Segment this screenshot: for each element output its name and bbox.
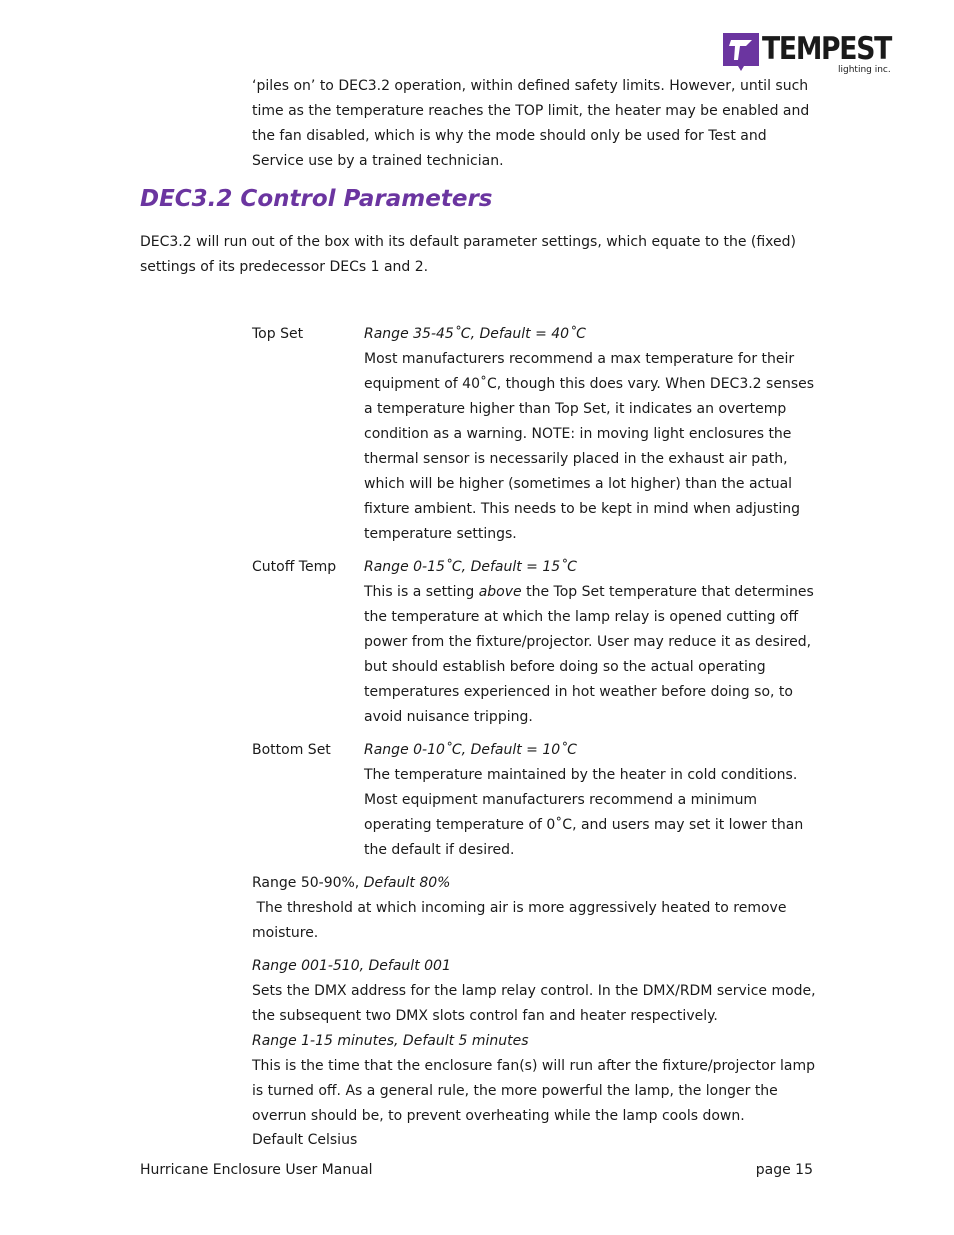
param-description: Most manufacturers recommend a max temperature for their equipment of 40˚C, though this does vary. When DEC3.2 senses a temperature higher than Top Set, it indicates an overtemp condition as a warning. NOTE: in moving light enclosures the thermal sensor is necessarily placed in the exhaust air path, which will be higher (sometimes a lot higher) than the actual fixture ambient. This needs to be kept in mind when adjusting temperature settings. <box>364 351 815 542</box>
param-range: Range 35-45˚C, Default = 40˚C <box>364 326 586 342</box>
param-label: Cutoff Temp <box>252 559 337 575</box>
param-description: Default Celsius <box>252 1132 358 1148</box>
param-range <box>252 871 820 896</box>
param-body <box>364 555 816 730</box>
tempest-logo <box>720 30 895 76</box>
param-body <box>364 738 816 863</box>
param-body <box>364 322 816 547</box>
param-dmx-address <box>252 954 820 1029</box>
intro-paragraph: ‘piles on’ to DEC3.2 operation, within defined safety limits. However, until such time as the temperature reaches the TOP limit, the heater may be enabled and the fan disabled, which is why the mode should only be used for Test and Service use by a trained technician. <box>252 78 810 169</box>
param-description: The threshold at which incoming air is more aggressively heated to remove moisture. <box>252 900 791 941</box>
section-heading: DEC3.2 Control Parameters <box>140 186 493 212</box>
logo-wordmark: TEMPEST <box>762 31 892 67</box>
desc-text: This is a setting <box>364 584 479 600</box>
param-range: Range 1-15 minutes, Default 5 minutes <box>252 1033 529 1049</box>
range-default: Default 80% <box>363 875 451 891</box>
param-range: Range 001-510, Default 001 <box>252 958 451 974</box>
param-label: Top Set <box>252 326 304 342</box>
tempest-logo-mark-icon <box>720 30 762 72</box>
param-humidity <box>252 871 820 946</box>
section-lead-paragraph: DEC3.2 will run out of the box with its default parameter settings, which equate to the (fixed) settings of its predecessor DECs 1 and 2. <box>140 234 796 275</box>
param-label: Bottom Set <box>252 742 331 758</box>
footer-title: Hurricane Enclosure User Manual <box>140 1162 373 1178</box>
param-range: Range 0-15˚C, Default = 15˚C <box>364 559 577 575</box>
range-text: Range 50-90%, <box>252 875 364 891</box>
param-description: This is the time that the enclosure fan(s) will run after the fixture/projector lamp is turned off. As a general rule, the more powerful the lamp, the longer the overrun should be, to prevent overheating while the lamp cools down. <box>252 1058 815 1124</box>
desc-emphasis: above <box>478 584 522 600</box>
param-range: Range 0-10˚C, Default = 10˚C <box>364 742 577 758</box>
logo-subtitle: lighting inc. <box>838 65 891 75</box>
param-units <box>252 1128 820 1153</box>
footer-page-number: page 15 <box>755 1162 813 1178</box>
param-description <box>364 580 816 730</box>
param-description: The temperature maintained by the heater in cold conditions. Most equipment manufacturers recommend a minimum operating temperature of 0˚C, and users may set it lower than the default if desired. <box>364 767 804 858</box>
param-fan-overrun <box>252 1029 820 1129</box>
param-description: Sets the DMX address for the lamp relay control. In the DMX/RDM service mode, the subsequent two DMX slots control fan and heater respectively. <box>252 983 816 1024</box>
desc-text: the Top Set temperature that determines the temperature at which the lamp relay is opened cutting off power from the fixture/projector. User may reduce it as desired, but should establish before doing so the actual operating temperatures experienced in hot weather before doing so, to avoid nuisance tripping. <box>364 584 814 725</box>
